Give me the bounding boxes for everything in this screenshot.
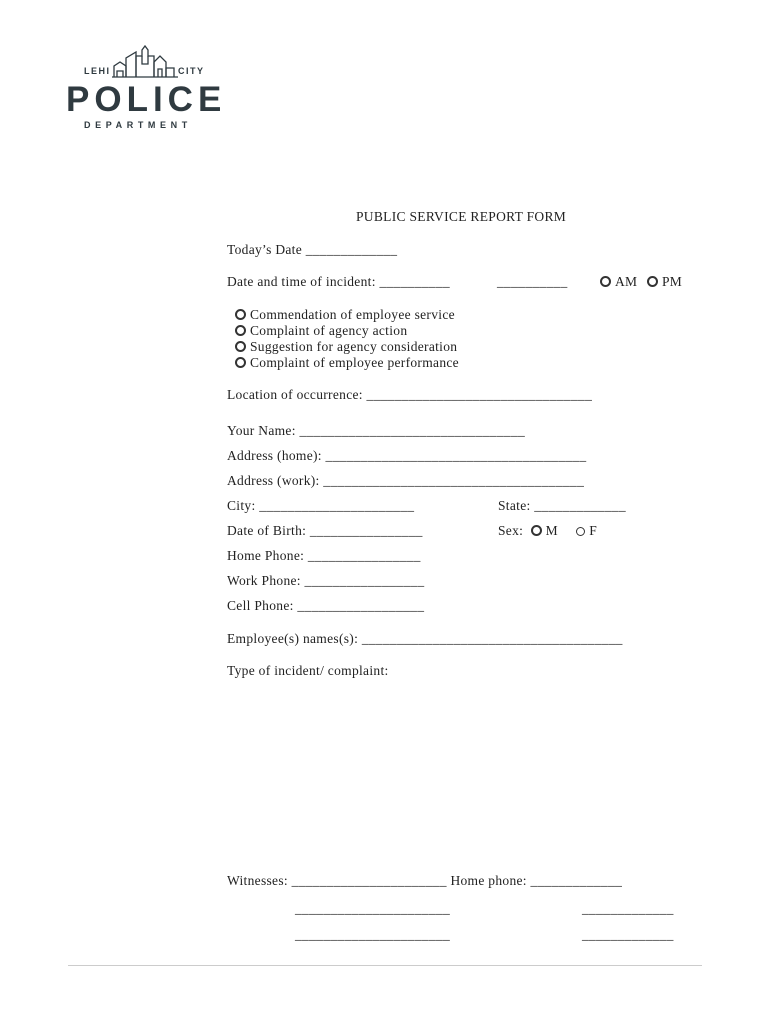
radio-icon xyxy=(600,276,611,287)
witness-phone-blank-2[interactable]: _____________ xyxy=(582,901,674,916)
incident-time-blank[interactable]: __________ xyxy=(497,274,568,289)
state-field[interactable] xyxy=(498,498,626,514)
blank[interactable]: _____________________________________ xyxy=(323,473,585,488)
label: Date and time of incident: xyxy=(227,274,376,289)
radio-icon xyxy=(531,525,542,536)
option-complaint-employee[interactable] xyxy=(235,355,459,371)
label: Today’s Date xyxy=(227,242,303,257)
logo-police: POLICE xyxy=(66,80,227,119)
radio-icon xyxy=(235,325,246,336)
label: Your Name: xyxy=(227,423,296,438)
am-radio[interactable] xyxy=(600,274,637,290)
witness-blank-2[interactable]: ______________________ xyxy=(295,901,451,916)
sex-f-radio[interactable] xyxy=(576,523,597,538)
label: Address (work): xyxy=(227,473,320,488)
label: Sex: xyxy=(498,523,524,538)
lehi-police-logo xyxy=(66,44,226,136)
city-skyline-icon xyxy=(112,44,182,78)
label: Home Phone: xyxy=(227,548,305,563)
label: Witnesses: xyxy=(227,873,288,888)
label: M xyxy=(545,523,558,538)
label: City: xyxy=(227,498,256,513)
label: State: xyxy=(498,498,531,513)
pm-radio[interactable] xyxy=(647,274,682,290)
blank[interactable]: ______________________ xyxy=(259,498,415,513)
dob-field[interactable] xyxy=(227,523,423,539)
radio-icon xyxy=(576,527,585,536)
blank[interactable]: ________________________________ xyxy=(299,423,526,438)
blank[interactable]: ________________________________ xyxy=(366,387,593,402)
logo-city: CITY xyxy=(178,66,205,76)
witness-phone-blank-3[interactable]: _____________ xyxy=(582,927,674,942)
date-blank[interactable]: __________ xyxy=(379,274,450,289)
radio-icon xyxy=(235,341,246,352)
logo-lehi: LEHI xyxy=(84,66,111,76)
name-field[interactable] xyxy=(227,423,525,439)
footer-divider xyxy=(68,965,702,966)
blank[interactable]: _________________ xyxy=(304,573,425,588)
radio-icon xyxy=(235,309,246,320)
label: F xyxy=(589,523,598,538)
blank[interactable]: _____________ xyxy=(305,242,398,257)
blank[interactable]: __________________ xyxy=(297,598,425,613)
label: Commendation of employee service xyxy=(250,307,455,322)
blank[interactable]: ______________________ xyxy=(291,873,447,888)
label: Complaint of agency action xyxy=(250,323,408,338)
witness-blank-3[interactable]: ______________________ xyxy=(295,927,451,942)
label: PM xyxy=(662,274,683,289)
sex-field xyxy=(498,523,597,539)
work-phone-field[interactable] xyxy=(227,573,424,589)
label: Work Phone: xyxy=(227,573,301,588)
todays-date-field[interactable] xyxy=(227,242,397,258)
blank[interactable]: _____________________________________ xyxy=(325,448,587,463)
logo-department: DEPARTMENT xyxy=(84,120,192,130)
blank[interactable]: ________________ xyxy=(307,548,421,563)
radio-icon xyxy=(235,357,246,368)
incident-type-label: Type of incident/ complaint: xyxy=(227,663,389,678)
form-title: PUBLIC SERVICE REPORT FORM xyxy=(356,209,567,224)
label: Complaint of employee performance xyxy=(250,355,459,370)
label: AM xyxy=(615,274,638,289)
witnesses-field[interactable] xyxy=(227,873,622,889)
option-complaint-agency[interactable] xyxy=(235,323,407,339)
city-field[interactable] xyxy=(227,498,414,514)
label: Suggestion for agency consideration xyxy=(250,339,458,354)
blank[interactable]: ________________ xyxy=(309,523,423,538)
option-commendation[interactable] xyxy=(235,307,455,323)
blank[interactable]: _____________ xyxy=(530,873,623,888)
label: Cell Phone: xyxy=(227,598,294,613)
blank[interactable]: _____________ xyxy=(534,498,626,513)
label: Date of Birth: xyxy=(227,523,307,538)
home-phone-label: Home phone: xyxy=(450,873,527,888)
sex-m-radio[interactable] xyxy=(531,523,558,538)
home-phone-field[interactable] xyxy=(227,548,421,564)
address-work-field[interactable] xyxy=(227,473,584,489)
incident-date-field[interactable] xyxy=(227,274,450,290)
radio-icon xyxy=(647,276,658,287)
location-field[interactable] xyxy=(227,387,592,403)
blank[interactable]: _____________________________________ xyxy=(361,631,623,646)
label: Location of occurrence: xyxy=(227,387,363,402)
label: Address (home): xyxy=(227,448,322,463)
option-suggestion[interactable] xyxy=(235,339,457,355)
address-home-field[interactable] xyxy=(227,448,586,464)
label: Employee(s) names(s): xyxy=(227,631,359,646)
employee-names-field[interactable] xyxy=(227,631,623,647)
cell-phone-field[interactable] xyxy=(227,598,424,614)
